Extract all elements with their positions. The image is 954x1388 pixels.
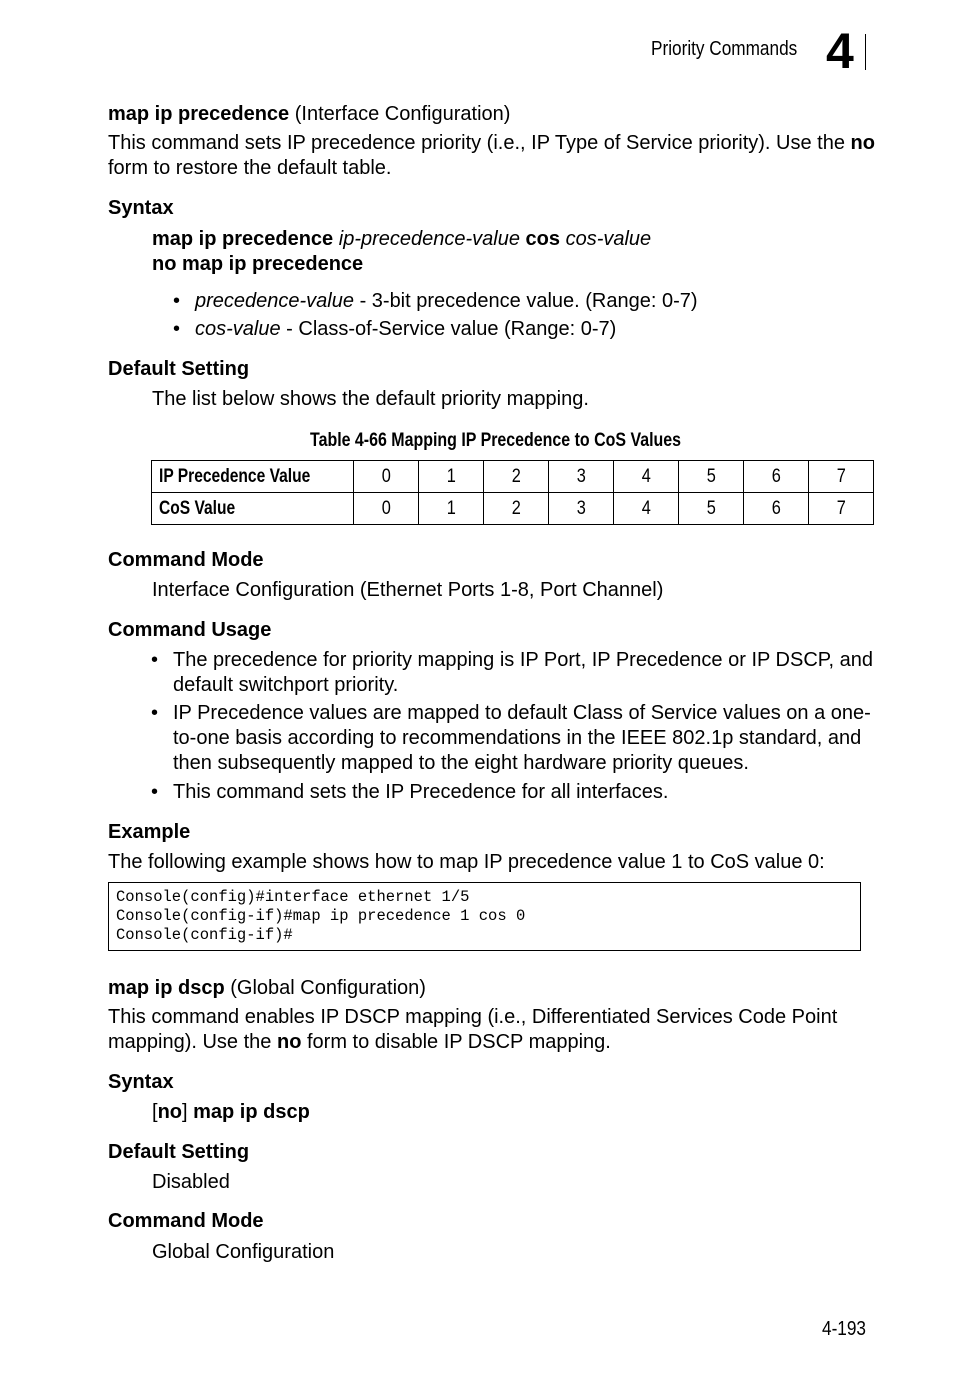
- mapping-table: [151, 460, 874, 525]
- running-header: Priority Commands: [651, 38, 798, 60]
- chapter-number: 4: [826, 23, 854, 79]
- bullet: •: [151, 649, 159, 671]
- command-heading-map-ip-dscp: [108, 977, 426, 1000]
- command-mode-heading: Command Mode: [108, 549, 264, 571]
- syntax-line: [152, 228, 651, 251]
- table-cell: 6: [744, 493, 809, 525]
- no-keyword: no: [157, 1101, 182, 1123]
- description-text-end: form to restore the default table.: [108, 157, 392, 179]
- table-row: [152, 461, 874, 493]
- table-cell: 4: [614, 461, 679, 493]
- command-context: (Interface Configuration): [294, 103, 511, 125]
- table-cell: 5: [679, 461, 744, 493]
- table-cell: 7: [809, 493, 874, 525]
- table-cell: 2: [484, 461, 549, 493]
- command-heading-map-ip-precedence: [108, 103, 510, 126]
- default-setting-heading: Default Setting: [108, 1141, 250, 1163]
- syntax-line-no: no map ip precedence: [152, 253, 364, 275]
- bracket-close: ]: [182, 1101, 188, 1123]
- no-keyword: no: [276, 1031, 302, 1053]
- table-cell: 7: [809, 461, 874, 493]
- table-row: [152, 493, 874, 525]
- page-number: 4-193: [822, 1318, 866, 1340]
- param-item: [173, 289, 698, 314]
- usage-text: IP Precedence values are mapped to default Class of Service values on a one-to-one basis according to recommendations in the IEEE 802.1p standard, and then subsequently mapped to the eight hardware priority queues.: [173, 702, 871, 774]
- command-mode-text: Global Configuration: [152, 1241, 335, 1263]
- table-cell: 2: [484, 493, 549, 525]
- bullet: •: [173, 318, 181, 340]
- description-text: This command sets IP precedence priority (i.e., IP Type of Service priority). Use the: [108, 132, 845, 154]
- param-name: cos-value: [195, 318, 281, 340]
- command-mode-heading: Command Mode: [108, 1210, 264, 1232]
- usage-item: [151, 780, 873, 805]
- bullet: •: [151, 702, 159, 724]
- default-setting-text: Disabled: [152, 1171, 230, 1193]
- table-cell: 0: [354, 461, 419, 493]
- command-context: (Global Configuration): [230, 977, 426, 999]
- table-cell: 3: [549, 493, 614, 525]
- example-heading: Example: [108, 821, 191, 843]
- bullet: •: [173, 290, 181, 312]
- syntax-keyword: map ip precedence: [152, 228, 334, 250]
- description-text-end: form to disable IP DSCP mapping.: [306, 1031, 611, 1053]
- table-cell: 1: [419, 493, 484, 525]
- command-name: map ip dscp: [108, 977, 225, 999]
- syntax-line: [152, 1101, 310, 1124]
- command-description: [108, 1005, 878, 1055]
- bracket-open: [: [152, 1101, 158, 1123]
- command-mode-text: Interface Configuration (Ethernet Ports 1-8, Port Channel): [152, 579, 664, 601]
- row-header: IP Precedence Value: [152, 461, 354, 493]
- param-desc: - 3-bit precedence value. (Range: 0-7): [359, 290, 698, 312]
- table-cell: 5: [679, 493, 744, 525]
- syntax-keyword: map ip dscp: [193, 1101, 310, 1123]
- table-cell: 3: [549, 461, 614, 493]
- usage-item: [151, 701, 873, 776]
- table-caption: Table 4-66 Mapping IP Precedence to CoS Values: [310, 430, 682, 451]
- bullet: •: [151, 781, 159, 803]
- default-setting-heading: Default Setting: [108, 358, 250, 380]
- table-cell: 6: [744, 461, 809, 493]
- command-description: [108, 131, 878, 181]
- usage-item: [151, 648, 874, 698]
- param-name: precedence-value: [195, 290, 354, 312]
- example-text: The following example shows how to map IP precedence value 1 to CoS value 0:: [108, 851, 825, 873]
- no-keyword: no: [850, 132, 875, 154]
- usage-text: This command sets the IP Precedence for all interfaces.: [173, 781, 669, 803]
- command-name: map ip precedence: [108, 103, 290, 125]
- description-text: This command enables IP DSCP mapping (i.e., Differentiated Services Code Point mapping). Use the: [108, 1006, 838, 1053]
- syntax-keyword-cos: cos: [525, 228, 561, 250]
- syntax-heading: Syntax: [108, 197, 174, 219]
- command-usage-heading: Command Usage: [108, 619, 272, 641]
- table-cell: 1: [419, 461, 484, 493]
- syntax-argument-cos: cos-value: [565, 228, 652, 250]
- param-item: [173, 317, 617, 342]
- default-setting-text: The list below shows the default priority mapping.: [152, 388, 589, 410]
- syntax-heading: Syntax: [108, 1071, 174, 1093]
- chapter-divider: [865, 34, 866, 70]
- param-desc: - Class-of-Service value (Range: 0-7): [286, 318, 617, 340]
- syntax-argument: ip-precedence-value: [338, 228, 520, 250]
- usage-text: The precedence for priority mapping is IP Port, IP Precedence or IP DSCP, and default switchport priority.: [173, 649, 874, 696]
- row-header: CoS Value: [152, 493, 354, 525]
- code-block: Console(config)#interface ethernet 1/5 Console(config-if)#map ip precedence 1 cos 0 Console(config-if)#: [108, 882, 861, 951]
- table-cell: 4: [614, 493, 679, 525]
- table-cell: 0: [354, 493, 419, 525]
